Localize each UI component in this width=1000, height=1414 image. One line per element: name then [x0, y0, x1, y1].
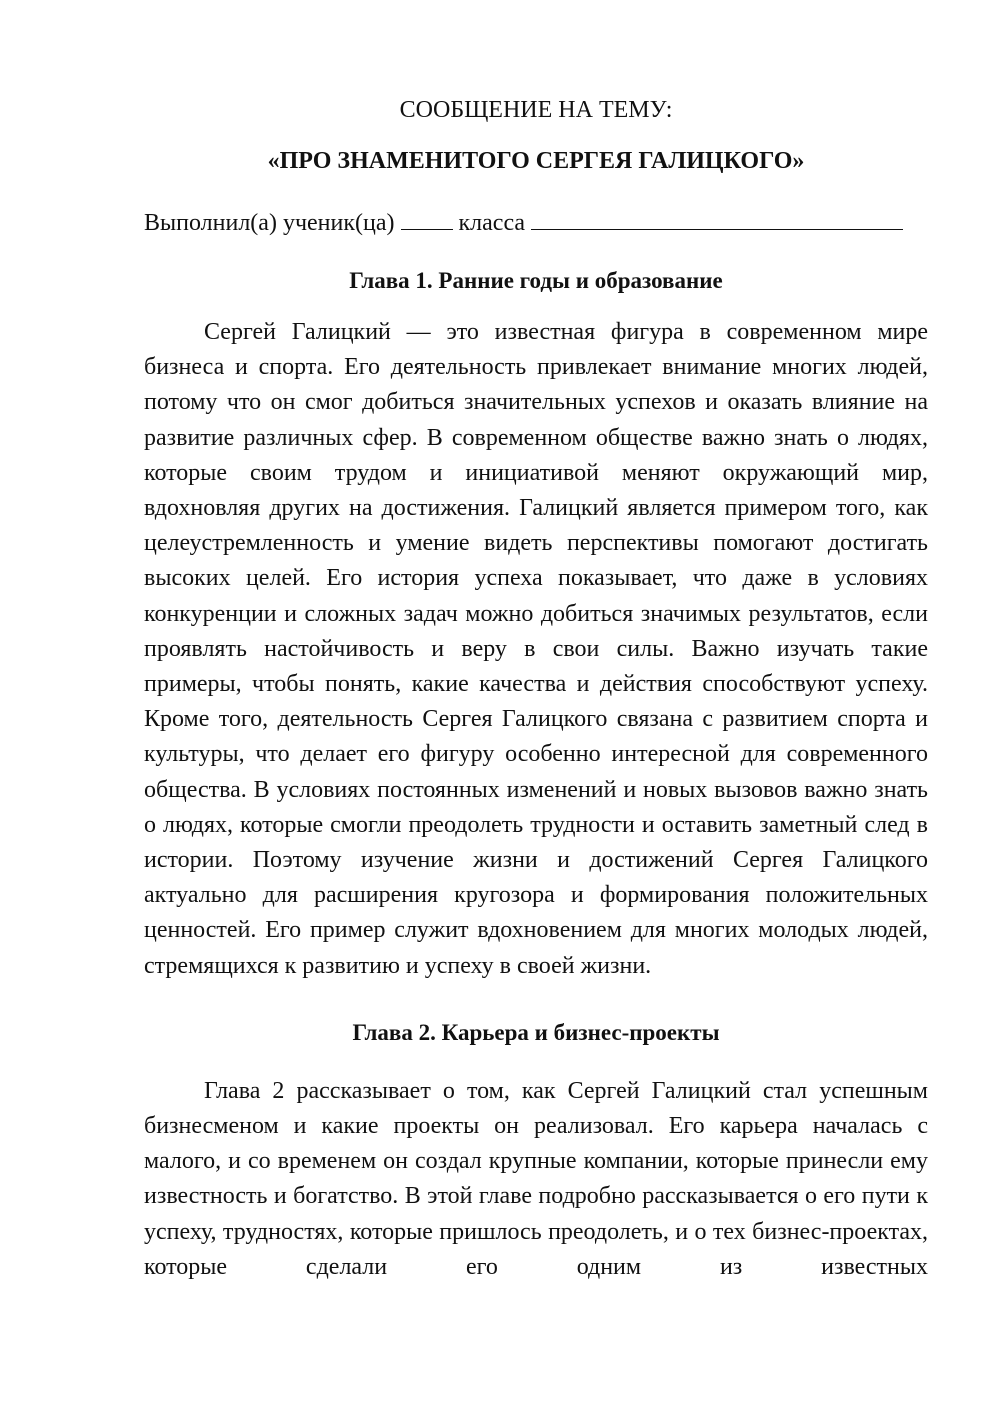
chapter-1-paragraph: Сергей Галицкий — это известная фигура в современном мире бизнеса и спорта. Его деятельность привлекает внимание многих людей, потому что он смог добиться значительных успехов и оказать влияние на развитие различных сфер. В современном обществе важно знать о людях, которые своим трудом и инициативой меняют окружающий мир, вдохновляя других на достижения. Галицкий является примером того, как целеустремленность и умение видеть перспективы помогают достигать высоких целей. Его история успеха показывает, что даже в условиях конкуренции и сложных задач можно добиться значимых результатов, если проявлять настойчивость и веру в свои силы. Важно изучать такие примеры, чтобы понять, какие качества и действия способствуют успеху. Кроме того, деятельность Сергея Галицкого связана с развитием спорта и культуры, что делает его фигуру особенно интересной для современного общества. В условиях постоянных изменений и новых вызовов важно знать о людях, которые смогли преодолеть трудности и оставить заметный след в истории. Поэтому изучение жизни и достижений Сергея Галицкого актуально для расширения кругозора и формирования положительных ценностей. Его пример служит вдохновением для многих молодых людей, стремящихся к развитию и успеху в своей жизни. — [144, 319, 928, 979]
document-type-heading: СООБЩЕНИЕ НА ТЕМУ: — [399, 97, 673, 123]
chapter-2-heading: Глава 2. Карьера и бизнес-проекты — [352, 1019, 720, 1045]
document-title: «ПРО ЗНАМЕНИТОГО СЕРГЕЯ ГАЛИЦКОГО» — [267, 148, 805, 174]
document-content — [144, 88, 928, 1285]
author-name-blank — [531, 207, 903, 230]
author-line — [144, 207, 928, 239]
chapter-2-paragraph: Глава 2 рассказывает о том, как Сергей Галицкий стал успешным бизнесменом и какие проекты он реализовал. Его карьера началась с малого, и со временем он создал крупные компании, которые принесли ему известность и богатство. В этой главе подробно рассказывается о его пути к успеху, трудностях, которые пришлось преодолеть, и о тех бизнес-проектах, которые сделали его одним из известных — [144, 1077, 928, 1280]
chapter-1-heading: Глава 1. Ранние годы и образование — [349, 268, 723, 293]
class-label: класса — [458, 210, 526, 236]
class-number-blank — [401, 207, 453, 230]
author-prefix-label: Выполнил(а) ученик(ца) — [144, 210, 395, 236]
